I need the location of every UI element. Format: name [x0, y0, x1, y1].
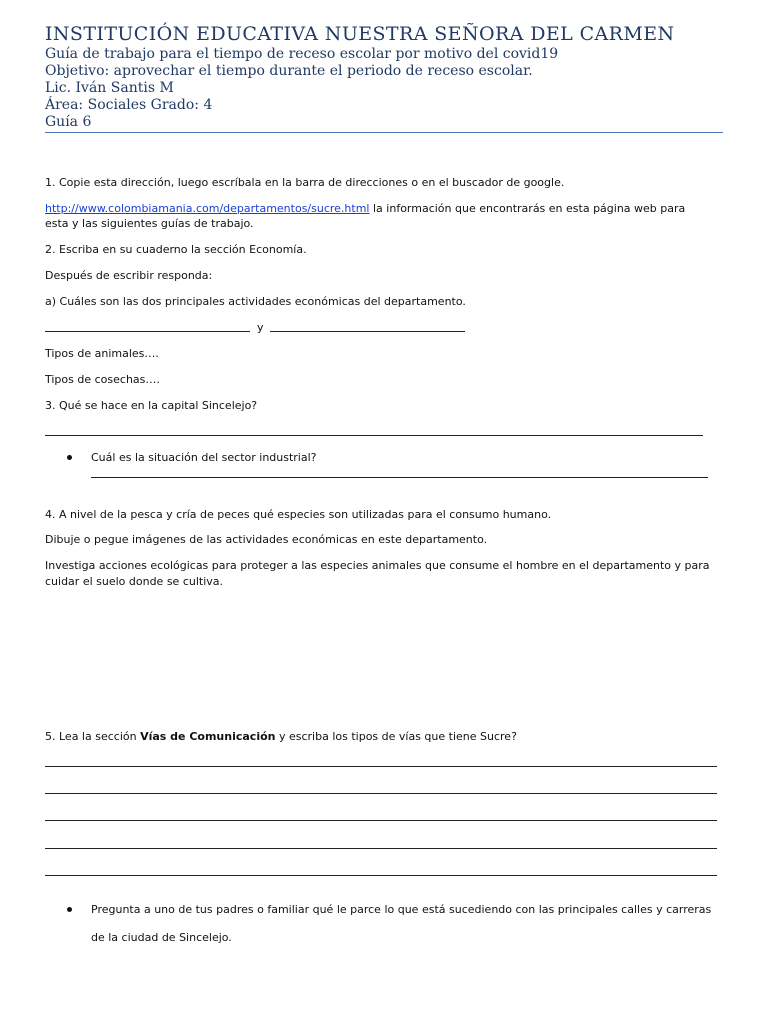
investigate-instruction-1: Investiga acciones ecológicas para proteger a las especies animales que consume el hombre en el departamento y para	[45, 559, 710, 572]
question-1-link-line	[45, 201, 685, 216]
answer-blank-activity-1[interactable]	[45, 331, 250, 332]
crops-prompt: Tipos de cosechas….	[45, 373, 160, 386]
answer-blank-industry[interactable]	[91, 477, 708, 478]
draw-instruction: Dibuje o pegue imágenes de las actividades económicas en este departamento.	[45, 533, 488, 546]
parents-question-1: Pregunta a uno de tus padres o familiar qué le parce lo que está sucediendo con las principales calles y carreras	[91, 903, 712, 916]
answer-line-4[interactable]	[45, 848, 717, 849]
question-2: 2. Escriba en su cuaderno la sección Economía.	[45, 243, 307, 256]
question-3-bullet: Cuál es la situación del sector industrial?	[91, 451, 317, 464]
parents-question-2: de la ciudad de Sincelejo.	[91, 931, 232, 944]
guide-subtitle: Guía de trabajo para el tiempo de receso escolar por motivo del covid19	[45, 46, 559, 62]
document-header	[45, 22, 723, 131]
question-2a: a) Cuáles son las dos principales actividades económicas del departamento.	[45, 295, 466, 308]
question-1-link-text: la información que encontrarás en esta página web para	[369, 202, 686, 215]
question-5	[45, 729, 517, 744]
bullet-icon	[67, 907, 72, 912]
question-1-link-text-2: esta y las siguientes guías de trabajo.	[45, 217, 254, 230]
area-grade-line: Área: Sociales Grado: 4	[45, 97, 213, 113]
answer-line-1[interactable]	[45, 766, 717, 767]
answer-line-2[interactable]	[45, 793, 717, 794]
question-2-instruction: Después de escribir responda:	[45, 269, 213, 282]
header-divider	[45, 132, 723, 133]
answer-line-5[interactable]	[45, 875, 717, 876]
guide-number: Guía 6	[45, 114, 92, 130]
bullet-icon	[67, 455, 72, 460]
question-5-pre: 5. Lea la sección	[45, 730, 141, 743]
question-3: 3. Qué se hace en la capital Sincelejo?	[45, 399, 258, 412]
question-1: 1. Copie esta dirección, luego escríbala en la barra de direcciones o en el buscador de google.	[45, 176, 565, 189]
objective-line: Objetivo: aprovechar el tiempo durante el periodo de receso escolar.	[45, 63, 533, 79]
teacher-line: Lic. Iván Santis M	[45, 80, 174, 96]
answer-blank-q3[interactable]	[45, 435, 703, 436]
question-5-section: Vías de Comunicación	[140, 730, 276, 743]
sucre-link[interactable]: http://www.colombiamania.com/departamentos/sucre.html	[45, 202, 370, 215]
answer-blank-activity-2[interactable]	[270, 331, 465, 332]
investigate-instruction-2: cuidar el suelo donde se cultiva.	[45, 575, 224, 588]
answer-line-3[interactable]	[45, 820, 717, 821]
animals-prompt: Tipos de animales….	[45, 347, 159, 360]
conjunction-y: y	[257, 321, 264, 334]
question-4: 4. A nivel de la pesca y cría de peces qué especies son utilizadas para el consumo humano.	[45, 508, 552, 521]
school-title: INSTITUCIÓN EDUCATIVA NUESTRA SEÑORA DEL CARMEN	[45, 23, 675, 45]
question-5-post: y escriba los tipos de vías que tiene Sucre?	[275, 730, 517, 743]
